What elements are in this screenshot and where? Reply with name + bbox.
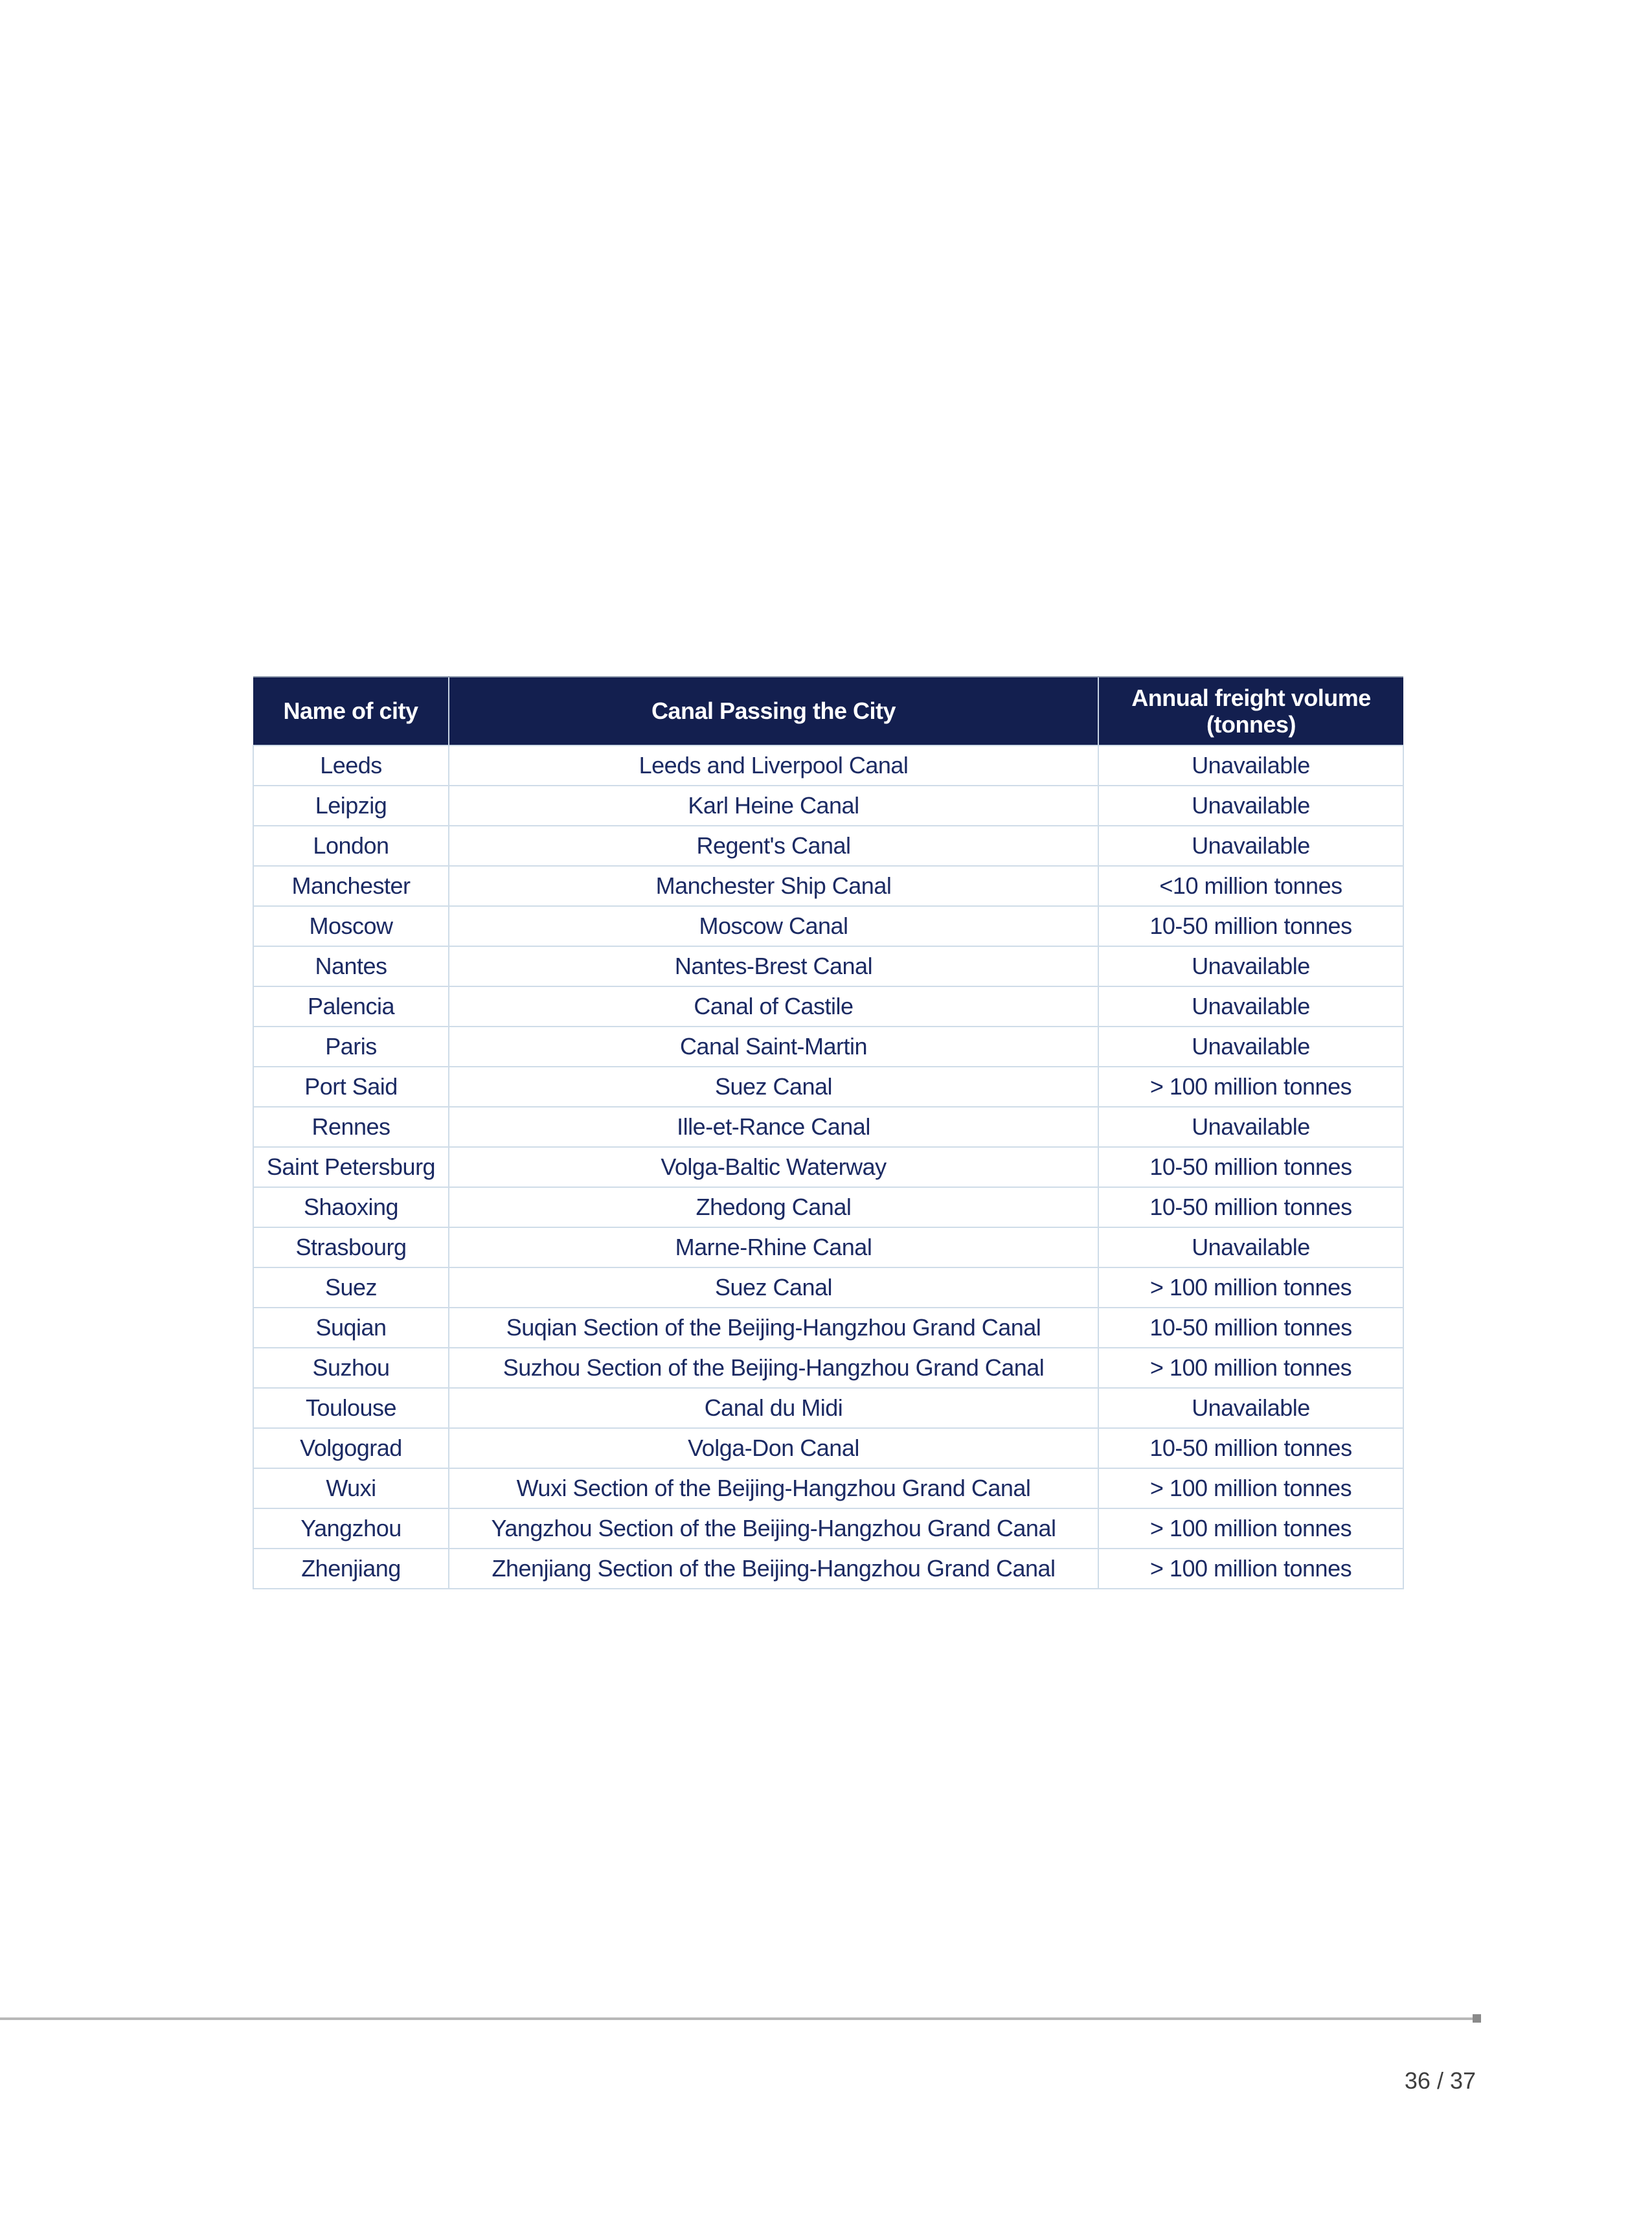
col-header-canal: Canal Passing the City <box>449 677 1098 745</box>
divider-handle-icon <box>1473 2014 1481 2023</box>
table-row <box>253 1147 1403 1187</box>
cell-canal: Ille-et-Rance Canal <box>449 1107 1098 1147</box>
cell-city: Leeds <box>253 745 449 786</box>
table-row <box>253 1428 1403 1468</box>
table-row <box>253 1468 1403 1508</box>
cell-canal: Yangzhou Section of the Beijing-Hangzhou Grand Canal <box>449 1508 1098 1549</box>
cell-volume: Unavailable <box>1098 1388 1403 1428</box>
table-row <box>253 1027 1403 1067</box>
cell-canal: Karl Heine Canal <box>449 786 1098 826</box>
cell-city: Palencia <box>253 986 449 1027</box>
canal-table <box>253 676 1404 1589</box>
cell-volume: > 100 million tonnes <box>1098 1508 1403 1549</box>
cell-canal: Canal du Midi <box>449 1388 1098 1428</box>
cell-volume: > 100 million tonnes <box>1098 1468 1403 1508</box>
cell-city: Suqian <box>253 1308 449 1348</box>
cell-volume: Unavailable <box>1098 745 1403 786</box>
cell-canal: Suqian Section of the Beijing-Hangzhou Grand Canal <box>449 1308 1098 1348</box>
cell-city: Moscow <box>253 906 449 946</box>
cell-canal: Wuxi Section of the Beijing-Hangzhou Grand Canal <box>449 1468 1098 1508</box>
table-row <box>253 1267 1403 1308</box>
table-row <box>253 1388 1403 1428</box>
cell-volume: 10-50 million tonnes <box>1098 906 1403 946</box>
cell-canal: Volga-Baltic Waterway <box>449 1147 1098 1187</box>
cell-canal: Marne-Rhine Canal <box>449 1227 1098 1267</box>
cell-city: Shaoxing <box>253 1187 449 1227</box>
cell-city: Wuxi <box>253 1468 449 1508</box>
table-row <box>253 1187 1403 1227</box>
table-row <box>253 866 1403 906</box>
cell-volume: > 100 million tonnes <box>1098 1549 1403 1589</box>
cell-city: Yangzhou <box>253 1508 449 1549</box>
table-row <box>253 986 1403 1027</box>
col-header-volume: Annual freight volume (tonnes) <box>1098 677 1403 745</box>
table-row <box>253 826 1403 866</box>
cell-volume: Unavailable <box>1098 786 1403 826</box>
cell-canal: Suzhou Section of the Beijing-Hangzhou Grand Canal <box>449 1348 1098 1388</box>
col-header-city: Name of city <box>253 677 449 745</box>
footer-divider <box>0 2017 1478 2020</box>
cell-canal: Regent's Canal <box>449 826 1098 866</box>
cell-volume: > 100 million tonnes <box>1098 1267 1403 1308</box>
cell-city: Zhenjiang <box>253 1549 449 1589</box>
cell-city: Volgograd <box>253 1428 449 1468</box>
cell-volume: Unavailable <box>1098 1227 1403 1267</box>
table-row <box>253 1348 1403 1388</box>
table-row <box>253 906 1403 946</box>
cell-canal: Nantes-Brest Canal <box>449 946 1098 986</box>
cell-canal: Suez Canal <box>449 1067 1098 1107</box>
cell-volume: 10-50 million tonnes <box>1098 1147 1403 1187</box>
cell-canal: Suez Canal <box>449 1267 1098 1308</box>
cell-canal: Canal of Castile <box>449 986 1098 1027</box>
table-row <box>253 946 1403 986</box>
table-row <box>253 786 1403 826</box>
header-row <box>253 677 1403 745</box>
cell-canal: Leeds and Liverpool Canal <box>449 745 1098 786</box>
cell-volume: 10-50 million tonnes <box>1098 1308 1403 1348</box>
cell-volume: 10-50 million tonnes <box>1098 1187 1403 1227</box>
cell-volume: Unavailable <box>1098 986 1403 1027</box>
cell-volume: <10 million tonnes <box>1098 866 1403 906</box>
cell-canal: Volga-Don Canal <box>449 1428 1098 1468</box>
cell-canal: Zhenjiang Section of the Beijing-Hangzhou Grand Canal <box>449 1549 1098 1589</box>
table-row <box>253 1227 1403 1267</box>
table-row <box>253 1308 1403 1348</box>
cell-city: Nantes <box>253 946 449 986</box>
cell-city: London <box>253 826 449 866</box>
cell-city: Strasbourg <box>253 1227 449 1267</box>
cell-canal: Canal Saint-Martin <box>449 1027 1098 1067</box>
cell-city: Saint Petersburg <box>253 1147 449 1187</box>
cell-city: Port Said <box>253 1067 449 1107</box>
cell-canal: Manchester Ship Canal <box>449 866 1098 906</box>
table-row <box>253 1107 1403 1147</box>
page-indicator: 36 / 37 <box>1404 2067 1476 2094</box>
cell-volume: Unavailable <box>1098 946 1403 986</box>
cell-volume: > 100 million tonnes <box>1098 1067 1403 1107</box>
cell-city: Rennes <box>253 1107 449 1147</box>
table-row <box>253 1549 1403 1589</box>
cell-city: Manchester <box>253 866 449 906</box>
cell-volume: Unavailable <box>1098 1107 1403 1147</box>
cell-city: Toulouse <box>253 1388 449 1428</box>
cell-volume: > 100 million tonnes <box>1098 1348 1403 1388</box>
table-row <box>253 1067 1403 1107</box>
cell-city: Leipzig <box>253 786 449 826</box>
cell-volume: 10-50 million tonnes <box>1098 1428 1403 1468</box>
cell-canal: Zhedong Canal <box>449 1187 1098 1227</box>
canal-table-header <box>253 677 1403 745</box>
table-row <box>253 1508 1403 1549</box>
cell-volume: Unavailable <box>1098 1027 1403 1067</box>
cell-city: Suez <box>253 1267 449 1308</box>
cell-city: Suzhou <box>253 1348 449 1388</box>
table-row <box>253 745 1403 786</box>
canal-table-body <box>253 745 1403 1589</box>
cell-city: Paris <box>253 1027 449 1067</box>
cell-canal: Moscow Canal <box>449 906 1098 946</box>
cell-volume: Unavailable <box>1098 826 1403 866</box>
